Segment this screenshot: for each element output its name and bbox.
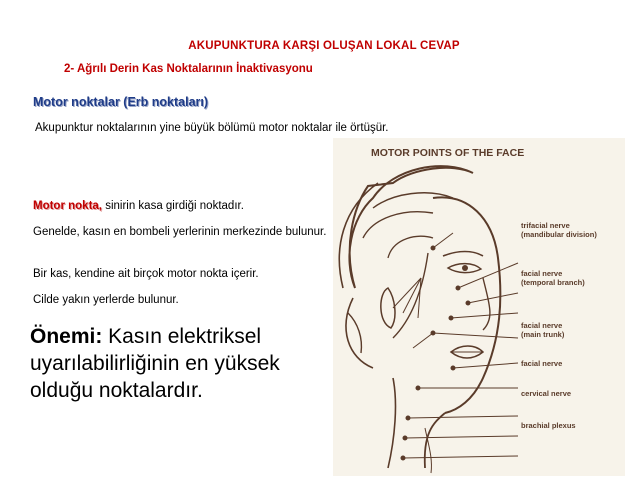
figure-label-2b: (temporal branch) [521,278,585,287]
figure-label-1b: (mandibular division) [521,230,597,239]
section-heading: Motor noktalar (Erb noktaları) [33,95,209,109]
definition-rest: sinirin kasa girdiği noktadır. [102,200,244,212]
slide-subtitle: 2- Ağrılı Derin Kas Noktalarının İnaktivasyonu [64,63,313,75]
importance-text: Kasın elektriksel uyarılabilirliğinin en yüksek olduğu noktalardır. [30,325,280,402]
face-diagram [333,138,625,476]
figure-label-6a: brachial plexus [521,421,576,430]
figure-label-3a: facial nerve [521,321,563,330]
point-1: Genelde, kasın en bombeli yerlerinin merkezinde bulunur. [33,226,327,238]
definition-term: Motor nokta, [33,200,102,212]
importance-label: Önemi: [30,325,103,348]
point-3: Cilde yakın yerlerde bulunur. [33,294,179,306]
figure-title: MOTOR POINTS OF THE FACE [371,147,525,159]
figure-label-5a: cervical nerve [521,389,572,398]
point-2: Bir kas, kendine ait birçok motor nokta içerir. [33,268,259,280]
motor-points-figure [333,138,625,476]
figure-label-3b: (main trunk) [521,330,565,339]
importance-paragraph [30,323,340,404]
figure-label-4a: facial nerve [521,359,563,368]
intro-text: Akupunktur noktalarının yine büyük bölümü motor noktalar ile örtüşür. [35,122,389,134]
slide-title: AKUPUNKTURA KARŞI OLUŞAN LOKAL CEVAP [188,40,460,52]
figure-label-2a: facial nerve [521,269,563,278]
figure-label-1a: trifacial nerve [521,221,570,230]
definition-line [33,199,244,214]
